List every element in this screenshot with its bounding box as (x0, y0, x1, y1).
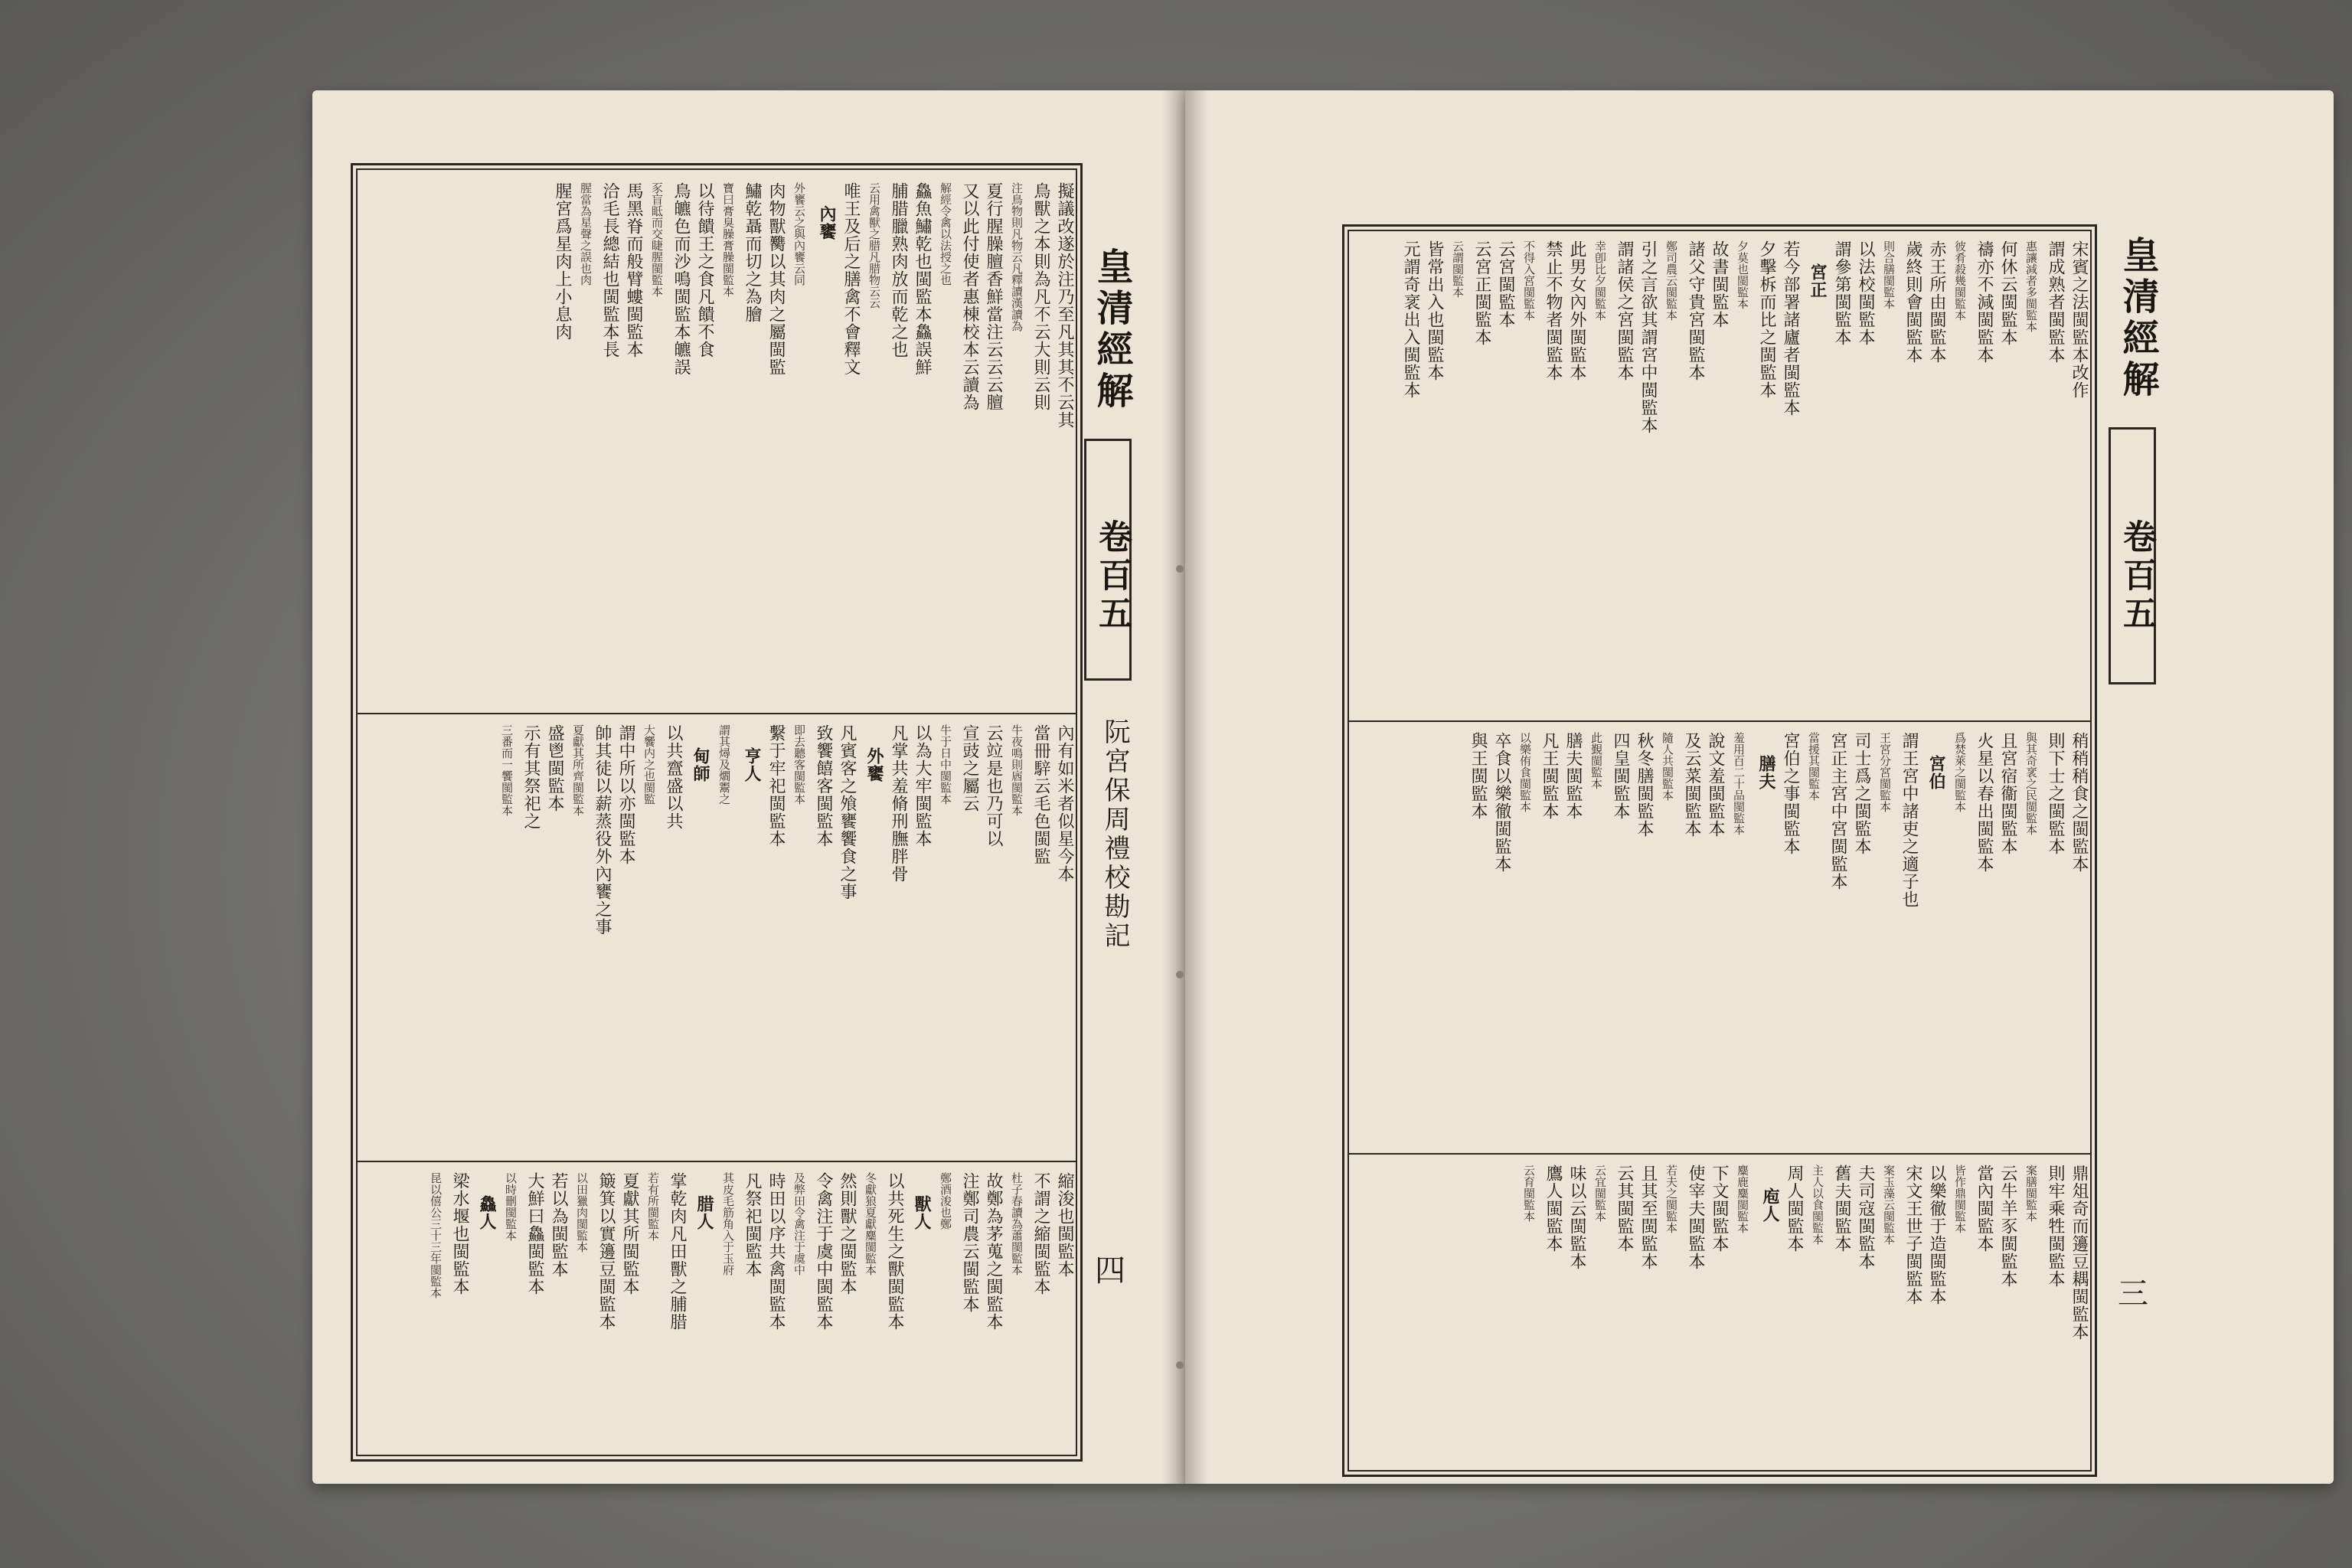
text-column: 寶曰膏臭臊膏臊閩監本 (721, 182, 735, 297)
right-page (1185, 90, 2334, 1484)
text-column: 當援其閩監本 (1807, 732, 1821, 801)
text-column: 皆常出入也閩監本 (1425, 240, 1444, 381)
text-column: 且其至閩監本 (1638, 1165, 1658, 1270)
text-column: 內有如米者似星今本 (1055, 724, 1074, 883)
text-column: 宣豉之屬云 (960, 724, 979, 812)
text-column: 脯腊臘熟肉放而乾之也 (889, 182, 908, 358)
text-column: 鳥皫色而沙鳴閩監本皫誤 (671, 182, 691, 376)
text-column: 謂王宮中諸吏之適子也 (1900, 732, 1919, 908)
text-column: 鱐乾聶而切之為膾 (743, 182, 762, 323)
text-column: 宋賓之法閩監本改作 (2069, 240, 2089, 399)
text-column: 云其閩監本 (1615, 1165, 1634, 1253)
text-column: 故鄭為茅蒐之閩監本 (984, 1172, 1003, 1331)
text-column: 掌乾肉凡田獸之脯腊 (668, 1172, 687, 1331)
text-column: 若今部署諸廬者閩監本 (1781, 240, 1800, 416)
section-heading: 鱻人 (477, 1195, 497, 1230)
volume-label-left: 卷百五 (1093, 519, 1132, 634)
text-column: 以共死生之獸閩監本 (885, 1172, 904, 1331)
text-column: 此覲閩監本 (1589, 732, 1603, 789)
text-column: 夏獻其所齊閩監本 (571, 724, 585, 816)
text-column: 主人以食閩監本 (1811, 1165, 1824, 1245)
text-column: 盛鬯閩監本 (545, 724, 564, 812)
tier2-left (360, 724, 1076, 1153)
binding-hole (1176, 971, 1184, 978)
text-column: 夏獻其所閩監本 (620, 1172, 639, 1295)
text-column: 不謂之縮閩監本 (1031, 1172, 1050, 1295)
text-column: 王宮分宮閩監本 (1878, 732, 1892, 812)
text-column: 此男女內外閩監本 (1567, 240, 1586, 381)
section-heading: 膳夫 (1756, 755, 1776, 790)
text-column: 歲終則會閩監本 (1903, 240, 1922, 364)
text-column: 隨人共閩監本 (1661, 732, 1674, 801)
text-column: 若夫之閩監本 (1664, 1165, 1678, 1233)
text-column: 馬黑脊而般臂螻閩監本 (624, 182, 643, 358)
text-column: 致饗饎客閩監本 (814, 724, 833, 848)
text-column: 牛夜鳴則庮閩監本 (1010, 724, 1024, 816)
text-column: 周人閩監本 (1785, 1165, 1804, 1253)
text-column: 杜子春讀為蕭閩監本 (1010, 1172, 1024, 1276)
text-column: 惠讓減者多閩監本 (2024, 240, 2038, 332)
text-column: 火星以春出閩監本 (1975, 732, 1994, 873)
text-column: 與其奇衺之民閩監本 (2024, 732, 2038, 835)
text-column: 謂成熟者閩監本 (2046, 240, 2065, 364)
text-column: 云牛羊豕閩監本 (1998, 1165, 2017, 1288)
text-column: 四皇閩監本 (1611, 732, 1630, 820)
text-column: 當內閩監本 (1975, 1165, 1994, 1253)
open-book (312, 90, 2352, 1507)
series-title-left: 皇清經解 (1090, 247, 1133, 413)
divider-left-1 (358, 713, 1076, 714)
text-column: 當冊騂云毛色閩監 (1031, 724, 1050, 865)
page-number-right: 三 (2118, 1276, 2148, 1312)
text-column: 夕擊柝而比之閩監本 (1757, 240, 1776, 399)
text-column: 然則獸之閩監本 (838, 1172, 857, 1295)
text-column: 麋鹿麋閩監本 (1736, 1165, 1749, 1233)
volume-label-right: 卷百五 (2117, 519, 2156, 634)
text-column: 謂中所以亦閩監本 (616, 724, 635, 865)
series-title-right: 皇清經解 (2116, 236, 2159, 401)
divider-right-1 (1349, 720, 2090, 722)
text-column: 云竝是也乃可以 (984, 724, 1003, 848)
text-column: 案膳閩監本 (2024, 1165, 2038, 1222)
text-column: 且宮宿衞閩監本 (1998, 732, 2017, 855)
text-column: 元謂奇衺出入閩監本 (1401, 240, 1420, 399)
binding-hole (1176, 1361, 1184, 1369)
text-column: 鄭酒浚也鄭 (939, 1172, 952, 1230)
text-column: 說文羞閩監本 (1706, 732, 1725, 838)
text-column: 凡賓客之飧饔饗食之事 (838, 724, 857, 900)
text-column: 宋文王世子閩監本 (1903, 1165, 1922, 1305)
tier2-right (1351, 732, 2090, 1145)
binding-hole (1176, 565, 1184, 573)
page-number-left: 四 (1095, 1253, 1125, 1289)
text-column: 鱻魚鱐乾也閩監本鱻誤鮮 (913, 182, 932, 376)
tier3-right (1351, 1165, 2090, 1467)
text-column: 皆作鼎閩監本 (1953, 1165, 1967, 1233)
text-column: 洽毛長總結也閩監本長 (600, 182, 619, 358)
section-heading: 內饔 (817, 205, 837, 240)
text-column: 外饔云之與內饔云同 (792, 182, 806, 286)
text-column: 豕盲眡而交睫腥閩監本 (650, 182, 664, 297)
text-column: 何休云閩監本 (1998, 240, 2017, 346)
text-frame-left (351, 163, 1083, 1462)
section-heading: 宮伯 (1926, 755, 1946, 790)
text-column: 彼肴殺幾閩監本 (1953, 240, 1967, 321)
text-column: 昆以僖公三十三年閩監本 (429, 1172, 443, 1298)
text-column: 示有其祭祀之 (521, 724, 541, 830)
text-column: 則合膳閩監本 (1882, 240, 1896, 309)
text-column: 云謂閩監本 (1451, 240, 1465, 298)
section-heading: 甸師 (691, 747, 710, 782)
text-column: 以為大牢閩監本 (913, 724, 932, 848)
text-column: 云宮正閩監本 (1472, 240, 1491, 346)
text-column: 赤王所由閩監本 (1927, 240, 1946, 364)
text-column: 謂諸侯之宮閩監本 (1615, 240, 1634, 381)
text-column: 云宮閩監本 (1496, 240, 1515, 328)
section-heading: 腊人 (694, 1195, 714, 1230)
text-column: 注鳥物則凡物云凡釋讀漢讀為 (1010, 182, 1024, 332)
text-column: 則下士之閩監本 (2046, 732, 2065, 855)
section-heading: 外饔 (864, 747, 884, 782)
text-column: 謂參第閩監本 (1832, 240, 1851, 346)
text-column: 夫司寇閩監本 (1856, 1165, 1875, 1270)
text-column: 凡掌共羞脩刑膴胖骨 (889, 724, 908, 883)
tier1-right (1351, 240, 2090, 715)
text-column: 簸箕以實籩豆閩監本 (596, 1172, 616, 1331)
text-column: 其皮毛筋角入于玉府 (721, 1172, 735, 1276)
text-column: 幸卽比夕閩監本 (1593, 240, 1607, 321)
text-column: 縮浚也閩監本 (1055, 1172, 1074, 1278)
text-column: 唯王及后之膳禽不會釋文 (841, 182, 861, 376)
text-column: 云宜閩監本 (1593, 1165, 1607, 1222)
text-column: 大鮮曰鱻閩監本 (525, 1172, 544, 1295)
text-column: 鷹人閩監本 (1544, 1165, 1563, 1253)
section-heading: 宮正 (1808, 263, 1828, 299)
text-column: 若以為閩監本 (549, 1172, 568, 1278)
text-column: 以共齍盛以共 (664, 724, 683, 830)
book-gutter (1162, 90, 1208, 1484)
text-column: 諸父守貴宮閩監本 (1686, 240, 1705, 381)
text-column: 以待饋王之食凡饋不食 (695, 182, 714, 358)
text-column: 及弊田令禽注于虞中 (792, 1172, 806, 1276)
left-page (312, 90, 1185, 1484)
text-column: 禱亦不減閩監本 (1975, 240, 1994, 364)
text-column: 宮伯之事閩監本 (1781, 732, 1800, 855)
text-column: 凡王閩監本 (1540, 732, 1559, 820)
text-column: 故書閩監本 (1710, 240, 1729, 328)
text-column: 不得入宮閩監本 (1522, 240, 1536, 321)
text-column: 解經令禽以法授之也 (939, 182, 952, 286)
text-column: 則牢乘牲閩監本 (2046, 1165, 2065, 1288)
text-column: 牛于日中閩監本 (939, 724, 952, 805)
text-column: 及云菜閩監本 (1682, 732, 1701, 838)
text-column: 若有所閩監本 (646, 1172, 660, 1241)
section-heading: 庖人 (1760, 1187, 1780, 1223)
subtitle-left: 阮宮保周禮校勘記 (1099, 718, 1130, 951)
text-column: 以樂徹于造閩監本 (1927, 1165, 1946, 1305)
text-frame-right (1342, 224, 2097, 1477)
text-column: 謂其燖及爓鬻之 (717, 724, 731, 805)
text-column: 梁水堰也閩監本 (450, 1172, 469, 1295)
text-column: 羞用百二十品閩監本 (1732, 732, 1746, 835)
section-heading: 獸人 (912, 1195, 932, 1230)
text-column: 舊夫閩監本 (1832, 1165, 1851, 1253)
tier1-left (360, 182, 1076, 710)
tier3-left (360, 1172, 1076, 1448)
text-column: 以樂侑食閩監本 (1518, 732, 1532, 812)
text-column: 鳥獸之本則為凡不云大則云則 (1031, 182, 1050, 411)
text-column: 味以云閩監本 (1567, 1165, 1586, 1270)
text-column: 卒食以樂徹閩監本 (1492, 732, 1511, 873)
text-column: 案玉藻云閩監本 (1882, 1165, 1896, 1245)
text-column: 帥其徒以薪蒸役外內饔之事 (593, 724, 612, 936)
text-column: 腥當為星聲之誤也肉 (579, 182, 593, 286)
text-column: 秋冬膳閩監本 (1635, 732, 1654, 838)
text-column: 夕莫也閩監本 (1736, 240, 1749, 309)
divider-left-2 (358, 1161, 1076, 1162)
text-column: 凡祭祀閩監本 (743, 1172, 762, 1278)
text-column: 稍稍稍食之閩監本 (2069, 732, 2089, 873)
text-column: 時田以序共禽閩監本 (766, 1172, 786, 1331)
text-column: 腥宮爲星肉上小息肉 (553, 182, 572, 341)
text-column: 以田獵肉閩監本 (575, 1172, 589, 1253)
text-column: 司士爲之閩監本 (1852, 732, 1871, 855)
section-heading: 亨人 (742, 747, 762, 782)
text-column: 三番而一饗閩監本 (500, 724, 514, 816)
text-column: 以法校閩監本 (1856, 240, 1875, 346)
text-column: 云育閩監本 (1522, 1165, 1536, 1222)
text-column: 肉物獸臡以其肉之屬閩監 (766, 182, 786, 376)
text-column: 大饗内之也閩監 (642, 724, 656, 805)
text-column: 云用禽獸之腊凡腊物云云 (867, 182, 881, 309)
text-column: 與王閩監本 (1468, 732, 1488, 820)
text-column: 爲焚萊之閩監本 (1953, 732, 1967, 812)
text-column: 鄭司農云閩監本 (1664, 240, 1678, 321)
text-column: 膳夫閩監本 (1563, 732, 1583, 820)
text-column: 又以此付使者惠棟校本云讀為 (960, 182, 979, 411)
text-column: 夏行腥臊膻香鮮當注云云云膻 (984, 182, 1003, 411)
text-column: 繫于牢祀閩監本 (766, 724, 786, 848)
text-column: 即去聽客閩監本 (792, 724, 806, 805)
text-column: 宮正主宮中宮閩監本 (1828, 732, 1847, 890)
text-column: 以時刪閩監本 (504, 1172, 518, 1241)
text-column: 使宰夫閩監本 (1686, 1165, 1705, 1270)
text-column: 鼎俎奇而籩豆耦閩監本 (2069, 1165, 2089, 1341)
text-column: 下文閩監本 (1710, 1165, 1729, 1253)
text-column: 注鄭司農云閩監本 (960, 1172, 979, 1313)
text-column: 禁止不物者閩監本 (1544, 240, 1563, 381)
text-column: 引之言欲其謂宮中閩監本 (1638, 240, 1658, 434)
text-column: 冬獻狼夏獻麋閩監本 (864, 1172, 877, 1276)
divider-right-2 (1349, 1153, 2090, 1155)
text-column: 令禽注于虞中閩監本 (814, 1172, 833, 1331)
text-column: 擬議改遂於注乃至凡其其不云其 (1055, 182, 1074, 429)
